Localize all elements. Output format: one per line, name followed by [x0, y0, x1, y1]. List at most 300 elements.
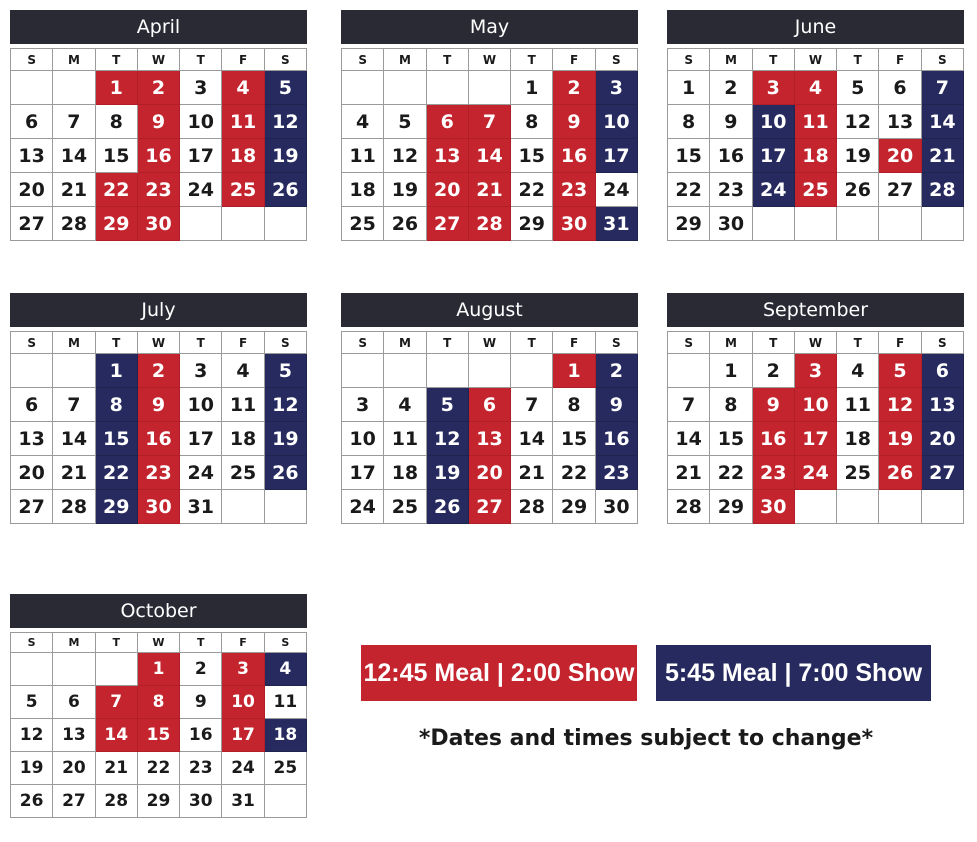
- day-cell: 26: [879, 456, 921, 490]
- day-cell: 18: [222, 139, 264, 173]
- weekday-header: M: [384, 332, 426, 354]
- day-cell: 10: [180, 105, 222, 139]
- week-row: [342, 139, 638, 173]
- day-cell: 24: [342, 490, 384, 524]
- empty-day-cell: [11, 71, 53, 105]
- week-row: [11, 686, 307, 719]
- day-cell: 18: [384, 456, 426, 490]
- day-cell: 15: [511, 139, 553, 173]
- day-cell: 7: [668, 388, 710, 422]
- day-cell: 20: [922, 422, 964, 456]
- day-cell: 20: [11, 456, 53, 490]
- day-cell: 19: [384, 173, 426, 207]
- day-cell: 31: [180, 490, 222, 524]
- day-cell: 25: [342, 207, 384, 241]
- empty-day-cell: [265, 207, 307, 241]
- week-row: [342, 173, 638, 207]
- weekday-header: S: [265, 332, 307, 354]
- day-cell: 12: [384, 139, 426, 173]
- day-cell: 6: [53, 686, 95, 719]
- day-cell: 16: [138, 422, 180, 456]
- day-cell: 24: [753, 173, 795, 207]
- weekday-header: T: [180, 49, 222, 71]
- empty-day-cell: [11, 653, 53, 686]
- day-cell: 4: [837, 354, 879, 388]
- day-cell: 17: [342, 456, 384, 490]
- day-cell: 17: [222, 719, 264, 752]
- weekday-header-row: [11, 633, 307, 653]
- weekday-header: S: [596, 49, 638, 71]
- week-row: [668, 71, 964, 105]
- week-row: [11, 456, 307, 490]
- day-cell: 23: [710, 173, 752, 207]
- month-title: July: [10, 293, 307, 327]
- empty-day-cell: [753, 207, 795, 241]
- day-cell: 9: [180, 686, 222, 719]
- day-cell: 22: [668, 173, 710, 207]
- weekday-header: S: [265, 633, 307, 653]
- week-row: [342, 105, 638, 139]
- day-cell: 5: [837, 71, 879, 105]
- day-cell: 12: [265, 105, 307, 139]
- empty-day-cell: [265, 490, 307, 524]
- day-cell: 2: [180, 653, 222, 686]
- day-cell: 13: [879, 105, 921, 139]
- month-title: August: [341, 293, 638, 327]
- day-cell: 6: [11, 105, 53, 139]
- day-cell: 26: [837, 173, 879, 207]
- day-cell: 18: [342, 173, 384, 207]
- empty-day-cell: [427, 71, 469, 105]
- day-cell: 29: [138, 785, 180, 818]
- weekday-header: S: [11, 332, 53, 354]
- day-cell: 1: [138, 653, 180, 686]
- day-cell: 30: [710, 207, 752, 241]
- day-cell: 27: [11, 490, 53, 524]
- day-cell: 7: [511, 388, 553, 422]
- day-cell: 21: [469, 173, 511, 207]
- day-cell: 25: [222, 456, 264, 490]
- day-cell: 15: [553, 422, 595, 456]
- day-cell: 18: [795, 139, 837, 173]
- day-cell: 21: [511, 456, 553, 490]
- day-cell: 29: [668, 207, 710, 241]
- day-cell: 12: [427, 422, 469, 456]
- day-cell: 14: [53, 139, 95, 173]
- month-title: April: [10, 10, 307, 44]
- day-cell: 4: [222, 354, 264, 388]
- weekday-header: T: [837, 49, 879, 71]
- day-cell: 13: [922, 388, 964, 422]
- weekday-header: S: [922, 49, 964, 71]
- day-cell: 3: [596, 71, 638, 105]
- day-cell: 2: [753, 354, 795, 388]
- day-cell: 23: [553, 173, 595, 207]
- empty-day-cell: [53, 653, 95, 686]
- day-cell: 24: [795, 456, 837, 490]
- day-cell: 11: [222, 105, 264, 139]
- week-row: [342, 207, 638, 241]
- day-cell: 19: [837, 139, 879, 173]
- empty-day-cell: [342, 71, 384, 105]
- week-row: [668, 207, 964, 241]
- calendar-september: [667, 293, 964, 524]
- day-cell: 19: [879, 422, 921, 456]
- day-cell: 3: [180, 71, 222, 105]
- day-cell: 15: [138, 719, 180, 752]
- day-cell: 7: [96, 686, 138, 719]
- calendar-april: [10, 10, 307, 241]
- week-row: [342, 388, 638, 422]
- calendar-june: [667, 10, 964, 241]
- day-cell: 2: [553, 71, 595, 105]
- weekday-header: S: [668, 49, 710, 71]
- day-cell: 7: [53, 105, 95, 139]
- day-cell: 20: [53, 752, 95, 785]
- week-row: [11, 71, 307, 105]
- empty-day-cell: [668, 354, 710, 388]
- day-cell: 9: [596, 388, 638, 422]
- month-title: June: [667, 10, 964, 44]
- day-cell: 17: [753, 139, 795, 173]
- day-cell: 30: [553, 207, 595, 241]
- week-row: [342, 71, 638, 105]
- weekday-header: T: [753, 332, 795, 354]
- day-cell: 29: [96, 490, 138, 524]
- day-cell: 30: [138, 207, 180, 241]
- day-cell: 21: [53, 173, 95, 207]
- day-cell: 5: [427, 388, 469, 422]
- legend-evening: 5:45 Meal | 7:00 Show: [656, 645, 931, 701]
- day-cell: 4: [222, 71, 264, 105]
- week-row: [11, 653, 307, 686]
- day-cell: 6: [469, 388, 511, 422]
- day-cell: 22: [710, 456, 752, 490]
- weekday-header: T: [753, 49, 795, 71]
- day-cell: 10: [795, 388, 837, 422]
- day-cell: 27: [427, 207, 469, 241]
- empty-day-cell: [11, 354, 53, 388]
- day-cell: 9: [710, 105, 752, 139]
- day-cell: 26: [265, 173, 307, 207]
- day-cell: 16: [138, 139, 180, 173]
- day-cell: 12: [837, 105, 879, 139]
- day-cell: 23: [180, 752, 222, 785]
- week-row: [342, 456, 638, 490]
- week-row: [11, 490, 307, 524]
- day-cell: 4: [342, 105, 384, 139]
- week-row: [11, 105, 307, 139]
- day-cell: 3: [342, 388, 384, 422]
- day-cell: 30: [753, 490, 795, 524]
- empty-day-cell: [879, 207, 921, 241]
- day-cell: 19: [265, 139, 307, 173]
- weekday-header: S: [265, 49, 307, 71]
- day-cell: 5: [11, 686, 53, 719]
- day-cell: 6: [11, 388, 53, 422]
- day-cell: 24: [222, 752, 264, 785]
- day-cell: 28: [668, 490, 710, 524]
- day-cell: 14: [469, 139, 511, 173]
- day-cell: 5: [265, 71, 307, 105]
- day-cell: 21: [668, 456, 710, 490]
- day-cell: 1: [553, 354, 595, 388]
- day-cell: 17: [795, 422, 837, 456]
- day-cell: 10: [342, 422, 384, 456]
- day-cell: 18: [222, 422, 264, 456]
- day-cell: 25: [384, 490, 426, 524]
- empty-day-cell: [427, 354, 469, 388]
- day-cell: 2: [138, 71, 180, 105]
- week-row: [668, 354, 964, 388]
- empty-day-cell: [53, 71, 95, 105]
- day-cell: 10: [222, 686, 264, 719]
- day-cell: 26: [427, 490, 469, 524]
- day-cell: 12: [265, 388, 307, 422]
- day-cell: 29: [553, 490, 595, 524]
- day-cell: 16: [553, 139, 595, 173]
- day-cell: 26: [265, 456, 307, 490]
- day-cell: 20: [469, 456, 511, 490]
- empty-day-cell: [837, 207, 879, 241]
- day-cell: 7: [469, 105, 511, 139]
- day-cell: 5: [265, 354, 307, 388]
- weekday-header: T: [427, 49, 469, 71]
- weekday-header: T: [180, 633, 222, 653]
- day-cell: 10: [596, 105, 638, 139]
- day-cell: 25: [837, 456, 879, 490]
- weekday-header: T: [837, 332, 879, 354]
- weekday-header: W: [795, 332, 837, 354]
- day-cell: 17: [596, 139, 638, 173]
- weekday-header: M: [53, 633, 95, 653]
- day-cell: 29: [511, 207, 553, 241]
- weekday-header: S: [342, 332, 384, 354]
- empty-day-cell: [265, 785, 307, 818]
- weekday-header: T: [96, 633, 138, 653]
- month-title: September: [667, 293, 964, 327]
- day-cell: 12: [879, 388, 921, 422]
- week-row: [668, 388, 964, 422]
- empty-day-cell: [180, 207, 222, 241]
- empty-day-cell: [222, 207, 264, 241]
- weekday-header: M: [53, 332, 95, 354]
- legend-matinee: 12:45 Meal | 2:00 Show: [361, 645, 637, 701]
- day-cell: 4: [384, 388, 426, 422]
- day-cell: 8: [138, 686, 180, 719]
- week-row: [11, 173, 307, 207]
- day-cell: 6: [879, 71, 921, 105]
- day-cell: 14: [96, 719, 138, 752]
- weekday-header-row: [342, 332, 638, 354]
- weekday-header: F: [879, 49, 921, 71]
- weekday-header: S: [596, 332, 638, 354]
- day-cell: 25: [265, 752, 307, 785]
- day-cell: 23: [753, 456, 795, 490]
- day-cell: 9: [553, 105, 595, 139]
- day-cell: 21: [53, 456, 95, 490]
- week-row: [11, 139, 307, 173]
- day-cell: 4: [795, 71, 837, 105]
- weekday-header: W: [138, 49, 180, 71]
- day-cell: 5: [879, 354, 921, 388]
- weekday-header: M: [710, 49, 752, 71]
- weekday-header: F: [222, 332, 264, 354]
- weekday-header: F: [879, 332, 921, 354]
- day-cell: 15: [96, 422, 138, 456]
- day-cell: 25: [222, 173, 264, 207]
- day-cell: 26: [384, 207, 426, 241]
- day-cell: 28: [53, 207, 95, 241]
- day-cell: 19: [11, 752, 53, 785]
- empty-day-cell: [469, 354, 511, 388]
- weekday-header: S: [922, 332, 964, 354]
- day-cell: 23: [138, 173, 180, 207]
- calendar-july: [10, 293, 307, 524]
- day-cell: 11: [342, 139, 384, 173]
- calendar-october: [10, 594, 307, 818]
- day-cell: 1: [96, 71, 138, 105]
- weekday-header-row: [342, 49, 638, 71]
- day-cell: 30: [180, 785, 222, 818]
- day-cell: 24: [180, 456, 222, 490]
- day-cell: 22: [553, 456, 595, 490]
- weekday-header: W: [138, 332, 180, 354]
- day-cell: 13: [11, 139, 53, 173]
- day-cell: 15: [668, 139, 710, 173]
- day-cell: 20: [879, 139, 921, 173]
- weekday-header: W: [138, 633, 180, 653]
- day-cell: 28: [511, 490, 553, 524]
- day-cell: 31: [596, 207, 638, 241]
- day-cell: 21: [96, 752, 138, 785]
- empty-day-cell: [795, 490, 837, 524]
- day-cell: 23: [596, 456, 638, 490]
- weekday-header: T: [96, 49, 138, 71]
- day-cell: 22: [96, 456, 138, 490]
- day-cell: 9: [138, 388, 180, 422]
- day-cell: 14: [53, 422, 95, 456]
- month-grid: [341, 48, 638, 241]
- month-grid: [667, 48, 964, 241]
- week-row: [11, 752, 307, 785]
- day-cell: 26: [11, 785, 53, 818]
- day-cell: 30: [596, 490, 638, 524]
- week-row: [668, 456, 964, 490]
- day-cell: 3: [222, 653, 264, 686]
- day-cell: 17: [180, 422, 222, 456]
- day-cell: 31: [222, 785, 264, 818]
- day-cell: 12: [11, 719, 53, 752]
- week-row: [668, 173, 964, 207]
- day-cell: 8: [96, 105, 138, 139]
- month-grid: [10, 48, 307, 241]
- day-cell: 8: [553, 388, 595, 422]
- day-cell: 13: [53, 719, 95, 752]
- day-cell: 19: [427, 456, 469, 490]
- weekday-header: W: [469, 332, 511, 354]
- weekday-header: F: [553, 49, 595, 71]
- day-cell: 24: [596, 173, 638, 207]
- calendar-may: [341, 10, 638, 241]
- calendar-august: [341, 293, 638, 524]
- day-cell: 3: [795, 354, 837, 388]
- day-cell: 15: [710, 422, 752, 456]
- day-cell: 19: [265, 422, 307, 456]
- day-cell: 4: [265, 653, 307, 686]
- day-cell: 16: [710, 139, 752, 173]
- weekday-header: S: [668, 332, 710, 354]
- month-grid: [667, 331, 964, 524]
- day-cell: 22: [511, 173, 553, 207]
- week-row: [668, 105, 964, 139]
- day-cell: 17: [180, 139, 222, 173]
- empty-day-cell: [384, 71, 426, 105]
- day-cell: 22: [96, 173, 138, 207]
- day-cell: 30: [138, 490, 180, 524]
- day-cell: 22: [138, 752, 180, 785]
- week-row: [668, 139, 964, 173]
- day-cell: 14: [511, 422, 553, 456]
- day-cell: 3: [753, 71, 795, 105]
- day-cell: 11: [222, 388, 264, 422]
- day-cell: 9: [138, 105, 180, 139]
- weekday-header: M: [53, 49, 95, 71]
- day-cell: 8: [96, 388, 138, 422]
- day-cell: 6: [427, 105, 469, 139]
- day-cell: 28: [53, 490, 95, 524]
- day-cell: 13: [469, 422, 511, 456]
- weekday-header-row: [668, 49, 964, 71]
- weekday-header: S: [11, 633, 53, 653]
- empty-day-cell: [922, 207, 964, 241]
- day-cell: 21: [922, 139, 964, 173]
- day-cell: 24: [180, 173, 222, 207]
- empty-day-cell: [795, 207, 837, 241]
- day-cell: 2: [710, 71, 752, 105]
- empty-day-cell: [511, 354, 553, 388]
- week-row: [342, 422, 638, 456]
- month-title: May: [341, 10, 638, 44]
- day-cell: 25: [795, 173, 837, 207]
- day-cell: 27: [53, 785, 95, 818]
- month-grid: [341, 331, 638, 524]
- day-cell: 28: [96, 785, 138, 818]
- day-cell: 1: [96, 354, 138, 388]
- weekday-header: T: [511, 332, 553, 354]
- day-cell: 5: [384, 105, 426, 139]
- day-cell: 1: [668, 71, 710, 105]
- week-row: [342, 490, 638, 524]
- week-row: [11, 388, 307, 422]
- day-cell: 28: [469, 207, 511, 241]
- week-row: [11, 422, 307, 456]
- empty-day-cell: [837, 490, 879, 524]
- empty-day-cell: [922, 490, 964, 524]
- day-cell: 8: [668, 105, 710, 139]
- weekday-header: T: [511, 49, 553, 71]
- day-cell: 10: [753, 105, 795, 139]
- day-cell: 13: [11, 422, 53, 456]
- day-cell: 1: [710, 354, 752, 388]
- weekday-header: M: [710, 332, 752, 354]
- week-row: [11, 719, 307, 752]
- weekday-header: S: [11, 49, 53, 71]
- day-cell: 29: [710, 490, 752, 524]
- day-cell: 8: [710, 388, 752, 422]
- week-row: [11, 354, 307, 388]
- day-cell: 10: [180, 388, 222, 422]
